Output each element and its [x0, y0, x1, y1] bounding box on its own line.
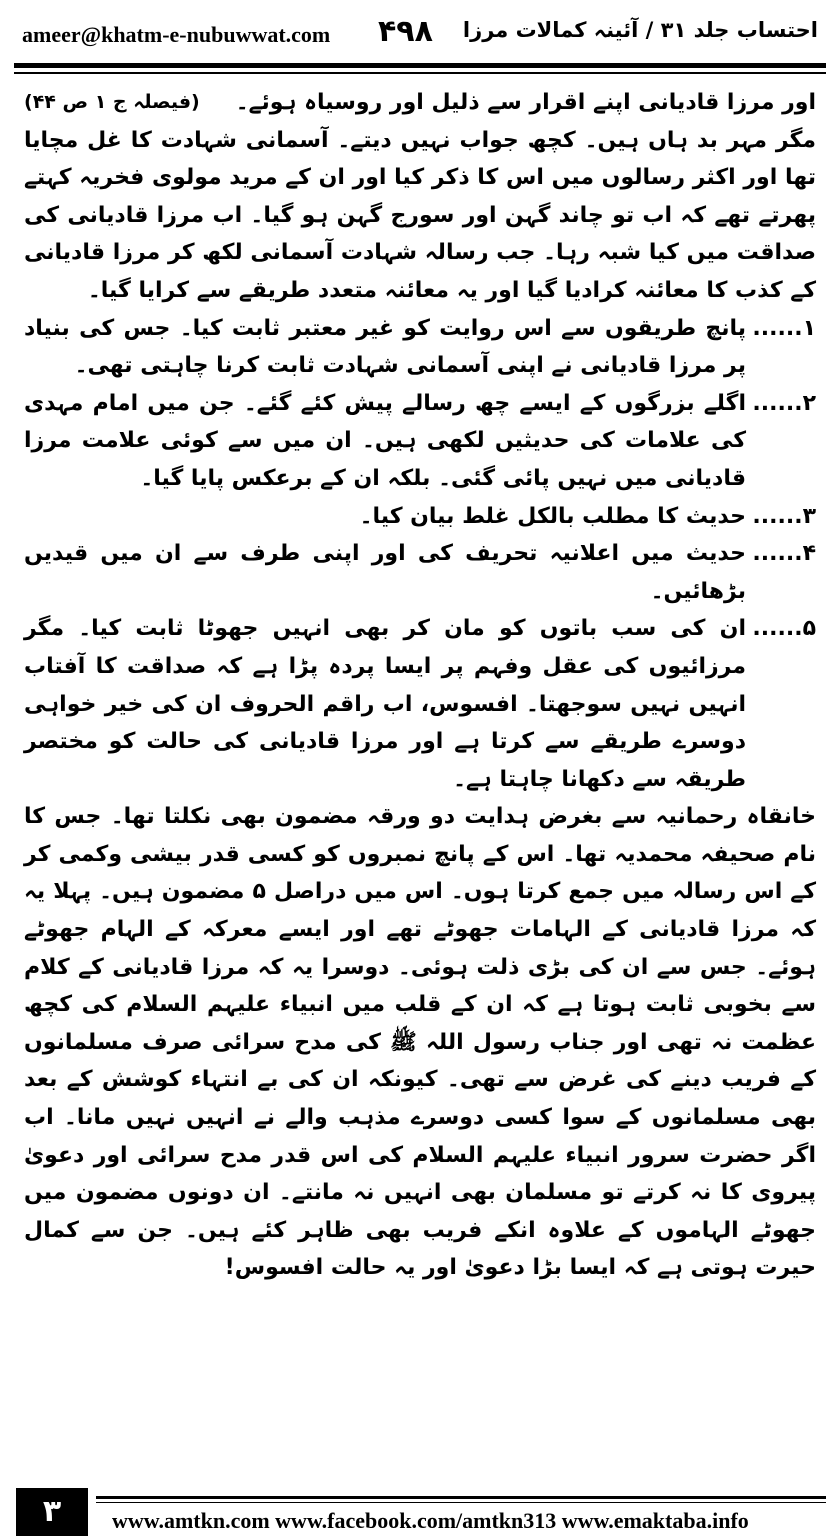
paragraph-1 [24, 84, 816, 122]
footer-rule-thin [96, 1502, 826, 1503]
list-item-text: ان کی سب باتوں کو مان کر بھی انہیں جھوٹا ثابت کیا۔ مگر مرزائیوں کی عقل وفہم پر ایسا پردہ پڑا ہے کہ صداقت کا آفتاب انہیں نہیں سوجھتا۔ افسوس، اب راقم الحروف ان کی خیر خواہی دوسرے طریقے سے کرتا ہے اور مرزا قادیانی کی حالت کو مختصر طریقہ سے دکھانا چاہتا ہے۔ [24, 616, 746, 792]
header-title: احتساب جلد ۳۱ / آئینہ کمالات مرزا [462, 18, 818, 42]
footer-page-number: ۳ [16, 1488, 88, 1536]
list-item-text: اگلے بزرگوں کے ایسے چھ رسالے پیش کئے گئے۔ جن میں امام مہدی کی علامات کی حدیثیں لکھی ہیں۔ ان میں سے کوئی علامت مرزا قادیانی میں نہیں پائی گئی۔ بلکہ ان کے برعکس پایا گیا۔ [24, 390, 746, 491]
page-footer [0, 1488, 840, 1540]
list-item [24, 610, 816, 798]
header-email: ameer@khatm-e-nubuwwat.com [22, 22, 331, 47]
paragraph-1-text: اور مرزا قادیانی اپنے اقرار سے ذلیل اور روسیاہ ہوئے۔ [235, 90, 816, 115]
footer-urls: www.amtkn.com www.facebook.com/amtkn313 www.emaktaba.info [112, 1508, 749, 1533]
list-item-text: پانچ طریقوں سے اس روایت کو غیر معتبر ثابت کیا۔ جس کی بنیاد پر مرزا قادیانی نے اپنی آسمانی شہادت ثابت کرنا چاہتی تھی۔ [24, 315, 746, 379]
paragraph-2: مگر مہر بد ہاں ہیں۔ کچھ جواب نہیں دیتے۔ آسمانی شہادت کا غل مچایا تھا اور اکثر رسالوں میں اس کا ذکر کیا اور ان کے مرید مولوی فخریہ کہتے پھرتے تھے کہ اب تو چاند گہن اور سورج گہن ہو گیا۔ اب مرزا قادیانی کی صداقت میں کیا شبہ رہا۔ جب رسالہ شہادت آسمانی لکھ کر مرزا قادیانی کے کذب کا معائنہ کرادیا گیا اور یہ معائنہ متعدد طریقے سے کرایا گیا۔ [24, 127, 816, 303]
list-item-number: ۲...... [752, 390, 816, 416]
list-item [24, 535, 816, 610]
list-item [24, 498, 816, 536]
paragraph-3: خانقاہ رحمانیہ سے بغرض ہدایت دو ورقہ مضمون بھی نکلتا تھا۔ جس کا نام صحیفہ محمدیہ تھا۔ اس کے پانچ نمبروں کو کسی قدر بیشی وکمی کر کے اس رسالہ میں جمع کرتا ہوں۔ اس میں دراصل ۵ مضمون ہیں۔ پہلا یہ کہ مرزا قادیانی کے الہامات جھوٹے تھے اور ایسے معرکہ کے الہام جھوٹے ہوئے۔ جس سے ان کی بڑی ذلت ہوئی۔ دوسرا یہ کہ مرزا قادیانی کے کلام سے بخوبی ثابت ہوتا ہے کہ ان کے قلب میں انبیاء علیہم السلام کی کچھ عظمت نہ تھی اور جناب رسول اللہ ﷺ کی مدح سرائی صرف مسلمانوں کے فریب دینے کی غرض سے تھی۔ کیونکہ ان کی بے انتہاء کوشش کے بعد بھی مسلمانوں کے سوا کسی دوسرے مذہب والے نے انہیں نہیں مانا۔ اب اگر حضرت سرور انبیاء علیہم السلام کی اس قدر مدح سرائی اور دعویٰ پیروی کا نہ کرتے تو مسلمان بھی انہیں نہ مانتے۔ ان دونوں مضمون میں جھوٹے الہاموں کے علاوہ انکے فریب بھی ظاہر کئے ہیں۔ جن سے کمال حیرت ہوتی ہے کہ ایسا بڑا دعویٰ اور یہ حالت افسوس! [24, 804, 816, 1281]
list-item-number: ۱...... [752, 315, 816, 341]
page-body [24, 84, 816, 1287]
list-item-number: ۳...... [752, 503, 816, 529]
list-item-text: حدیث میں اعلانیہ تحریف کی اور اپنی طرف سے ان میں قیدیں بڑھائیں۔ [24, 541, 746, 604]
page-header [0, 0, 840, 68]
citation-ref: (فیصلہ ج ۱ ص ۴۴) [24, 91, 200, 113]
list-item-text: حدیث کا مطلب بالکل غلط بیان کیا۔ [359, 503, 746, 529]
list-item-number: ۴...... [752, 541, 816, 567]
header-page-number: ۴۹۸ [378, 14, 433, 49]
list-item-number: ۵...... [752, 616, 816, 642]
header-rule-thick [14, 63, 826, 68]
header-rule-thin [14, 72, 826, 74]
footer-rule-thick [96, 1496, 826, 1499]
list-item [24, 385, 816, 498]
list-item [24, 310, 816, 385]
